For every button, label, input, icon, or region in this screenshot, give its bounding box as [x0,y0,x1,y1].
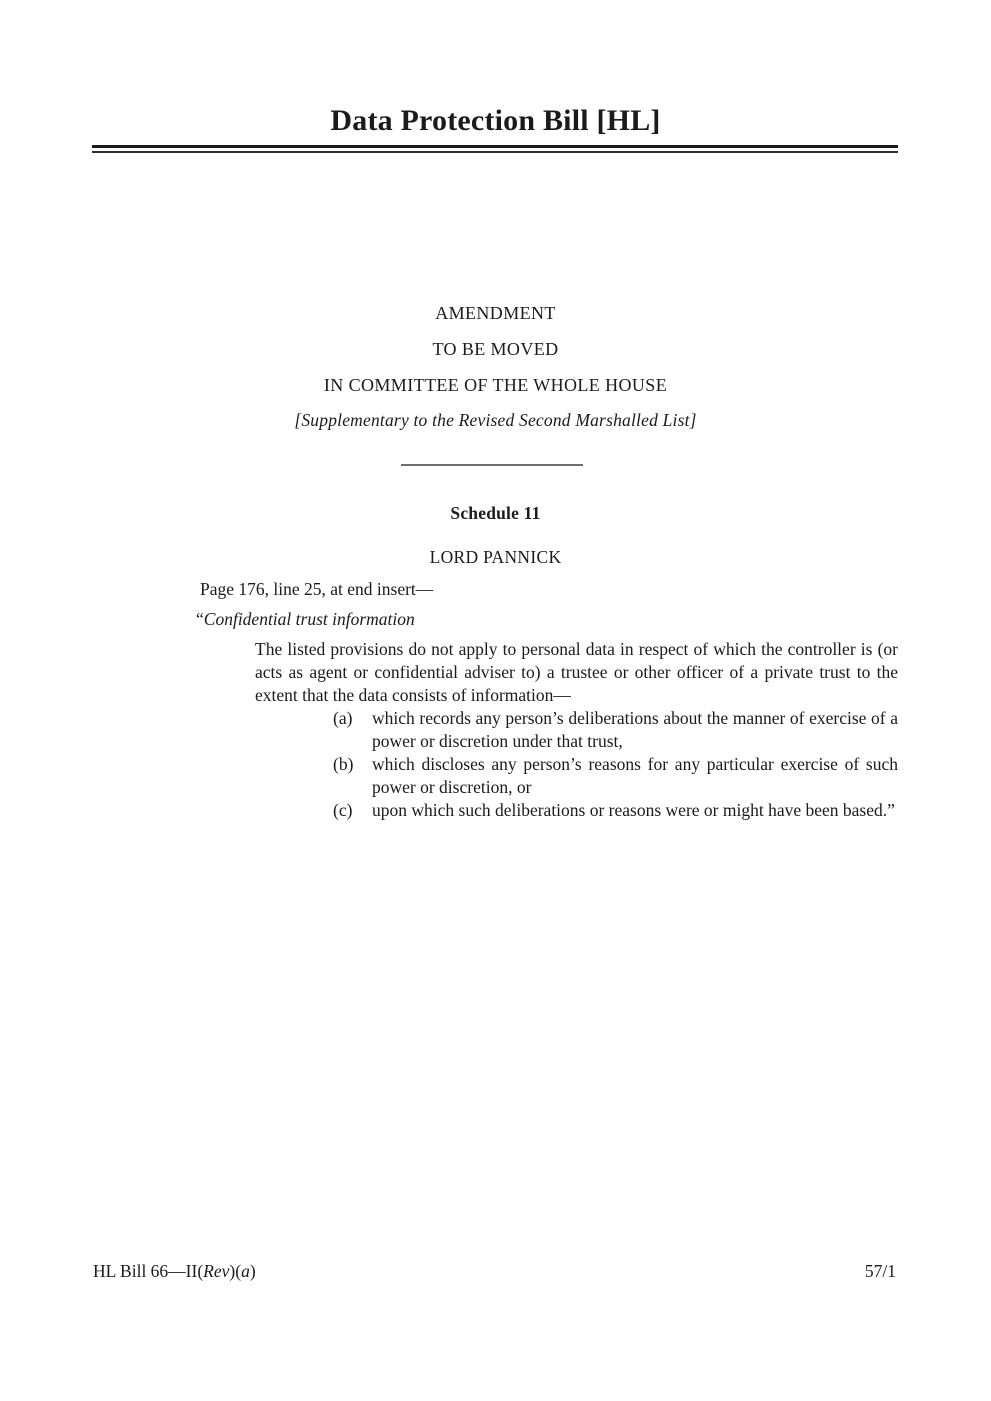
inserted-provision-heading [196,609,415,630]
heading-to-be-moved: TO BE MOVED [432,339,559,359]
title-rule-thin [92,151,898,153]
bill-title: Data Protection Bill [HL] [330,104,661,137]
amendment-instruction: Page 176, line 25, at end insert— [200,579,434,599]
bill-reference [93,1261,256,1282]
amendment-body [255,638,898,822]
title-rule-thick [92,145,898,148]
clause-c-text: upon which such deliberations or reasons were or might have been based.” [372,800,895,820]
bill-reference-part: ) [249,1261,256,1281]
clause-c [333,799,898,822]
mover-name: LORD PANNICK [429,547,562,567]
clause-a-text: which records any person’s deliberations about the manner of exercise of a power or discretion under that trust, [372,708,898,751]
heading-subtitle: [Supplementary to the Revised Second Marshalled List] [294,410,697,430]
clause-b-label: (b) [333,754,354,774]
clause-a [333,707,898,753]
clause-b-text: which discloses any person’s reasons for any particular exercise of such power or discretion, or [372,754,898,797]
section-divider-rule [401,464,583,466]
schedule-heading: Schedule 11 [450,503,541,523]
clause-a-label: (a) [333,708,353,728]
heading-amendment: AMENDMENT [435,303,556,323]
amendment-number: 57/1 [864,1261,896,1281]
bill-reference-part: )( [229,1261,242,1281]
page-footer [93,1261,896,1282]
inserted-heading-text: Confidential trust information [203,609,415,629]
body-paragraph: The listed provisions do not apply to personal data in respect of which the controller is (or acts as agent or confidential adviser to) a trustee or other officer of a private trust to the extent that the data consists of information— [255,639,898,705]
bill-reference-rev: Rev [203,1261,230,1281]
clause-c-label: (c) [333,800,353,820]
bill-reference-part: HL Bill 66—II( [93,1261,204,1281]
clause-b [333,753,898,799]
open-quote: “ [196,609,204,629]
heading-committee: IN COMMITTEE OF THE WHOLE HOUSE [323,375,668,395]
bill-reference-a: a [241,1261,250,1281]
